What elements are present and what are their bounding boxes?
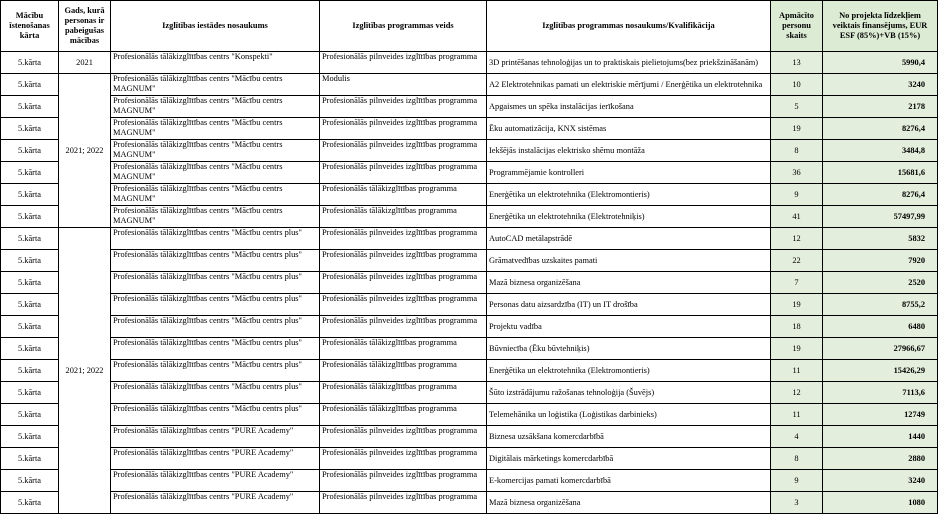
cell-gads: 2021; 2022 bbox=[59, 74, 111, 228]
cell-personas: 8 bbox=[771, 448, 823, 470]
table-row bbox=[1, 492, 938, 514]
cell-iestade: Profesionālās tālākizglītības centrs "Mācību centrs plus" bbox=[111, 294, 320, 316]
cell-personas: 11 bbox=[771, 404, 823, 426]
cell-finanses: 7920 bbox=[823, 250, 938, 272]
cell-iestade: Profesionālās tālākizglītības centrs "Mācību centrs plus" bbox=[111, 338, 320, 360]
cell-karta: 5.kārta bbox=[1, 96, 59, 118]
table-row bbox=[1, 74, 938, 96]
cell-personas: 10 bbox=[771, 74, 823, 96]
cell-personas: 8 bbox=[771, 140, 823, 162]
cell-veids: Profesionālās tālākizglītības programma bbox=[320, 338, 487, 360]
cell-iestade: Profesionālās tālākizglītības centrs "Mācību centrs plus" bbox=[111, 272, 320, 294]
cell-finanses: 3484,8 bbox=[823, 140, 938, 162]
cell-iestade: Profesionālās tālākizglītības centrs "Mācību centrs MAGNUM" bbox=[111, 206, 320, 228]
cell-gads: 2021 bbox=[59, 52, 111, 74]
cell-personas: 36 bbox=[771, 162, 823, 184]
cell-programma: A2 Elektrotehnikas pamati un elektriskie mērījumi / Enerģētika un elektrotehnika bbox=[487, 74, 771, 96]
cell-iestade: Profesionālās tālākizglītības centrs "Mācību centrs MAGNUM" bbox=[111, 162, 320, 184]
cell-personas: 41 bbox=[771, 206, 823, 228]
cell-veids: Profesionālās pilnveides izglītības programma bbox=[320, 448, 487, 470]
cell-personas: 5 bbox=[771, 96, 823, 118]
cell-veids: Profesionālās pilnveides izglītības programma bbox=[320, 118, 487, 140]
header-row bbox=[1, 1, 938, 52]
cell-veids: Profesionālās pilnveides izglītības programma bbox=[320, 294, 487, 316]
cell-finanses: 2178 bbox=[823, 96, 938, 118]
table-row bbox=[1, 140, 938, 162]
cell-finanses: 5990,4 bbox=[823, 52, 938, 74]
table-row bbox=[1, 382, 938, 404]
header-gads: Gads, kurā personas ir pabeigušas mācības bbox=[59, 1, 111, 52]
cell-veids: Profesionālās pilnveides izglītības programma bbox=[320, 162, 487, 184]
cell-finanses: 2520 bbox=[823, 272, 938, 294]
cell-finanses: 1440 bbox=[823, 426, 938, 448]
cell-finanses: 3240 bbox=[823, 470, 938, 492]
cell-finanses: 7113,6 bbox=[823, 382, 938, 404]
cell-personas: 22 bbox=[771, 250, 823, 272]
cell-finanses: 3240 bbox=[823, 74, 938, 96]
cell-karta: 5.kārta bbox=[1, 140, 59, 162]
cell-personas: 11 bbox=[771, 360, 823, 382]
header-veids: Izglītības programmas veids bbox=[320, 1, 487, 52]
cell-karta: 5.kārta bbox=[1, 360, 59, 382]
table-row bbox=[1, 470, 938, 492]
cell-finanses: 5832 bbox=[823, 228, 938, 250]
cell-personas: 19 bbox=[771, 118, 823, 140]
cell-personas: 19 bbox=[771, 294, 823, 316]
table-row bbox=[1, 316, 938, 338]
table-row bbox=[1, 228, 938, 250]
cell-veids: Profesionālās pilnveides izglītības programma bbox=[320, 492, 487, 514]
header-programma: Izglītības programmas nosaukums/Kvalifikācija bbox=[487, 1, 771, 52]
cell-iestade: Profesionālās tālākizglītības centrs "Mācību centrs plus" bbox=[111, 228, 320, 250]
cell-veids: Profesionālās pilnveides izglītības programma bbox=[320, 96, 487, 118]
cell-programma: Būvniecība (Ēku būvtehniķis) bbox=[487, 338, 771, 360]
cell-programma: Mazā biznesa organizēšana bbox=[487, 492, 771, 514]
header-iestade: Izglītības iestādes nosaukums bbox=[111, 1, 320, 52]
cell-iestade: Profesionālās tālākizglītības centrs "Mācību centrs plus" bbox=[111, 250, 320, 272]
cell-karta: 5.kārta bbox=[1, 52, 59, 74]
cell-veids: Profesionālās tālākizglītības programma bbox=[320, 382, 487, 404]
table-row bbox=[1, 448, 938, 470]
cell-veids: Profesionālās pilnveides izglītības programma bbox=[320, 426, 487, 448]
cell-karta: 5.kārta bbox=[1, 470, 59, 492]
cell-iestade: Profesionālās tālākizglītības centrs "Mācību centrs plus" bbox=[111, 404, 320, 426]
cell-veids: Profesionālās tālākizglītības programma bbox=[320, 360, 487, 382]
cell-karta: 5.kārta bbox=[1, 206, 59, 228]
cell-finanses: 57497,99 bbox=[823, 206, 938, 228]
table-row bbox=[1, 184, 938, 206]
cell-programma: Mazā biznesa organizēšana bbox=[487, 272, 771, 294]
cell-personas: 9 bbox=[771, 470, 823, 492]
table-body bbox=[1, 52, 938, 514]
cell-veids: Profesionālās tālākizglītības programma bbox=[320, 184, 487, 206]
cell-karta: 5.kārta bbox=[1, 404, 59, 426]
cell-veids: Modulis bbox=[320, 74, 487, 96]
cell-iestade: Profesionālās tālākizglītības centrs "Mācību centrs MAGNUM" bbox=[111, 74, 320, 96]
cell-iestade: Profesionālās tālākizglītības centrs "Mācību centrs MAGNUM" bbox=[111, 96, 320, 118]
cell-programma: AutoCAD metālapstrādē bbox=[487, 228, 771, 250]
cell-karta: 5.kārta bbox=[1, 250, 59, 272]
cell-veids: Profesionālās tālākizglītības programma bbox=[320, 404, 487, 426]
cell-iestade: Profesionālās tālākizglītības centrs "Mācību centrs MAGNUM" bbox=[111, 118, 320, 140]
cell-karta: 5.kārta bbox=[1, 74, 59, 96]
cell-personas: 19 bbox=[771, 338, 823, 360]
cell-personas: 7 bbox=[771, 272, 823, 294]
cell-personas: 12 bbox=[771, 382, 823, 404]
cell-programma: E-komercijas pamati komercdarbībā bbox=[487, 470, 771, 492]
cell-karta: 5.kārta bbox=[1, 162, 59, 184]
cell-programma: Projektu vadība bbox=[487, 316, 771, 338]
table-row bbox=[1, 404, 938, 426]
cell-karta: 5.kārta bbox=[1, 426, 59, 448]
cell-iestade: Profesionālās tālākizglītības centrs "Mācību centrs MAGNUM" bbox=[111, 140, 320, 162]
table-row bbox=[1, 426, 938, 448]
cell-karta: 5.kārta bbox=[1, 316, 59, 338]
cell-veids: Profesionālās pilnveides izglītības programma bbox=[320, 250, 487, 272]
cell-karta: 5.kārta bbox=[1, 448, 59, 470]
cell-veids: Profesionālās pilnveides izglītības programma bbox=[320, 140, 487, 162]
table-row bbox=[1, 118, 938, 140]
cell-iestade: Profesionālās tālākizglītības centrs "PURE Academy" bbox=[111, 448, 320, 470]
cell-karta: 5.kārta bbox=[1, 338, 59, 360]
cell-programma: Šūto izstrādājumu ražošanas tehnoloģija (Šuvējs) bbox=[487, 382, 771, 404]
cell-iestade: Profesionālās tālākizglītības centrs "PURE Academy" bbox=[111, 426, 320, 448]
cell-finanses: 27966,67 bbox=[823, 338, 938, 360]
cell-programma: Iekšējās instalācijas elektrisko shēmu montāža bbox=[487, 140, 771, 162]
cell-veids: Profesionālās pilnveides izglītības programma bbox=[320, 228, 487, 250]
cell-iestade: Profesionālās tālākizglītības centrs "Mācību centrs plus" bbox=[111, 316, 320, 338]
cell-programma: Enerģētika un elektrotehnika (Elektromontieris) bbox=[487, 184, 771, 206]
table-row bbox=[1, 294, 938, 316]
cell-karta: 5.kārta bbox=[1, 184, 59, 206]
cell-veids: Profesionālās tālākizglītības programma bbox=[320, 206, 487, 228]
cell-personas: 13 bbox=[771, 52, 823, 74]
cell-personas: 12 bbox=[771, 228, 823, 250]
cell-iestade: Profesionālās tālākizglītības centrs "Mācību centrs plus" bbox=[111, 360, 320, 382]
cell-iestade: Profesionālās tālākizglītības centrs "Mācību centrs plus" bbox=[111, 382, 320, 404]
table-row bbox=[1, 250, 938, 272]
cell-iestade: Profesionālās tālākizglītības centrs "PURE Academy" bbox=[111, 470, 320, 492]
cell-finanses: 8276,4 bbox=[823, 118, 938, 140]
cell-personas: 9 bbox=[771, 184, 823, 206]
cell-programma: Enerģētika un elektrotehnika (Elektromontieris) bbox=[487, 360, 771, 382]
cell-programma: Enerģētika un elektrotehnika (Elektrotehniķis) bbox=[487, 206, 771, 228]
cell-programma: Personas datu aizsardzība (IT) un IT drošība bbox=[487, 294, 771, 316]
cell-veids: Profesionālās pilnveides izglītības programma bbox=[320, 52, 487, 74]
header-finanses: No projekta līdzekļiem veiktais finansējums, EUR ESF (85%)+VB (15%) bbox=[823, 1, 938, 52]
cell-iestade: Profesionālās tālākizglītības centrs "Konspekti" bbox=[111, 52, 320, 74]
cell-finanses: 12749 bbox=[823, 404, 938, 426]
cell-finanses: 15426,29 bbox=[823, 360, 938, 382]
cell-finanses: 1080 bbox=[823, 492, 938, 514]
cell-programma: Telemehānika un loģistika (Loģistikas darbinieks) bbox=[487, 404, 771, 426]
cell-programma: Apgaismes un spēka instalācijas ierīkošana bbox=[487, 96, 771, 118]
table-row bbox=[1, 162, 938, 184]
cell-finanses: 8755,2 bbox=[823, 294, 938, 316]
cell-karta: 5.kārta bbox=[1, 492, 59, 514]
cell-personas: 3 bbox=[771, 492, 823, 514]
table-row bbox=[1, 338, 938, 360]
cell-karta: 5.kārta bbox=[1, 294, 59, 316]
cell-programma: 3D printēšanas tehnoloģijas un to praktiskais pielietojums(bez priekšzināšanām) bbox=[487, 52, 771, 74]
cell-programma: Programmējamie kontrolleri bbox=[487, 162, 771, 184]
cell-karta: 5.kārta bbox=[1, 272, 59, 294]
table-row bbox=[1, 360, 938, 382]
cell-iestade: Profesionālās tālākizglītības centrs "PURE Academy" bbox=[111, 492, 320, 514]
cell-karta: 5.kārta bbox=[1, 382, 59, 404]
cell-personas: 18 bbox=[771, 316, 823, 338]
cell-veids: Profesionālās pilnveides izglītības programma bbox=[320, 470, 487, 492]
cell-programma: Biznesa uzsākšana komercdarbībā bbox=[487, 426, 771, 448]
table-row bbox=[1, 206, 938, 228]
header-karta: Mācību īstenošanas kārta bbox=[1, 1, 59, 52]
table-row bbox=[1, 96, 938, 118]
cell-programma: Ēku automatizācija, KNX sistēmas bbox=[487, 118, 771, 140]
table-row bbox=[1, 52, 938, 74]
cell-finanses: 8276,4 bbox=[823, 184, 938, 206]
cell-karta: 5.kārta bbox=[1, 118, 59, 140]
cell-programma: Digitālais mārketings komercdarbībā bbox=[487, 448, 771, 470]
header-personas: Apmācīto personu skaits bbox=[771, 1, 823, 52]
cell-karta: 5.kārta bbox=[1, 228, 59, 250]
cell-gads: 2021; 2022 bbox=[59, 228, 111, 514]
table-row bbox=[1, 272, 938, 294]
cell-finanses: 2880 bbox=[823, 448, 938, 470]
cell-veids: Profesionālās pilnveides izglītības programma bbox=[320, 316, 487, 338]
cell-veids: Profesionālās pilnveides izglītības programma bbox=[320, 272, 487, 294]
cell-personas: 4 bbox=[771, 426, 823, 448]
cell-finanses: 15681,6 bbox=[823, 162, 938, 184]
cell-programma: Grāmatvedības uzskaites pamati bbox=[487, 250, 771, 272]
cell-finanses: 6480 bbox=[823, 316, 938, 338]
cell-iestade: Profesionālās tālākizglītības centrs "Mācību centrs MAGNUM" bbox=[111, 184, 320, 206]
